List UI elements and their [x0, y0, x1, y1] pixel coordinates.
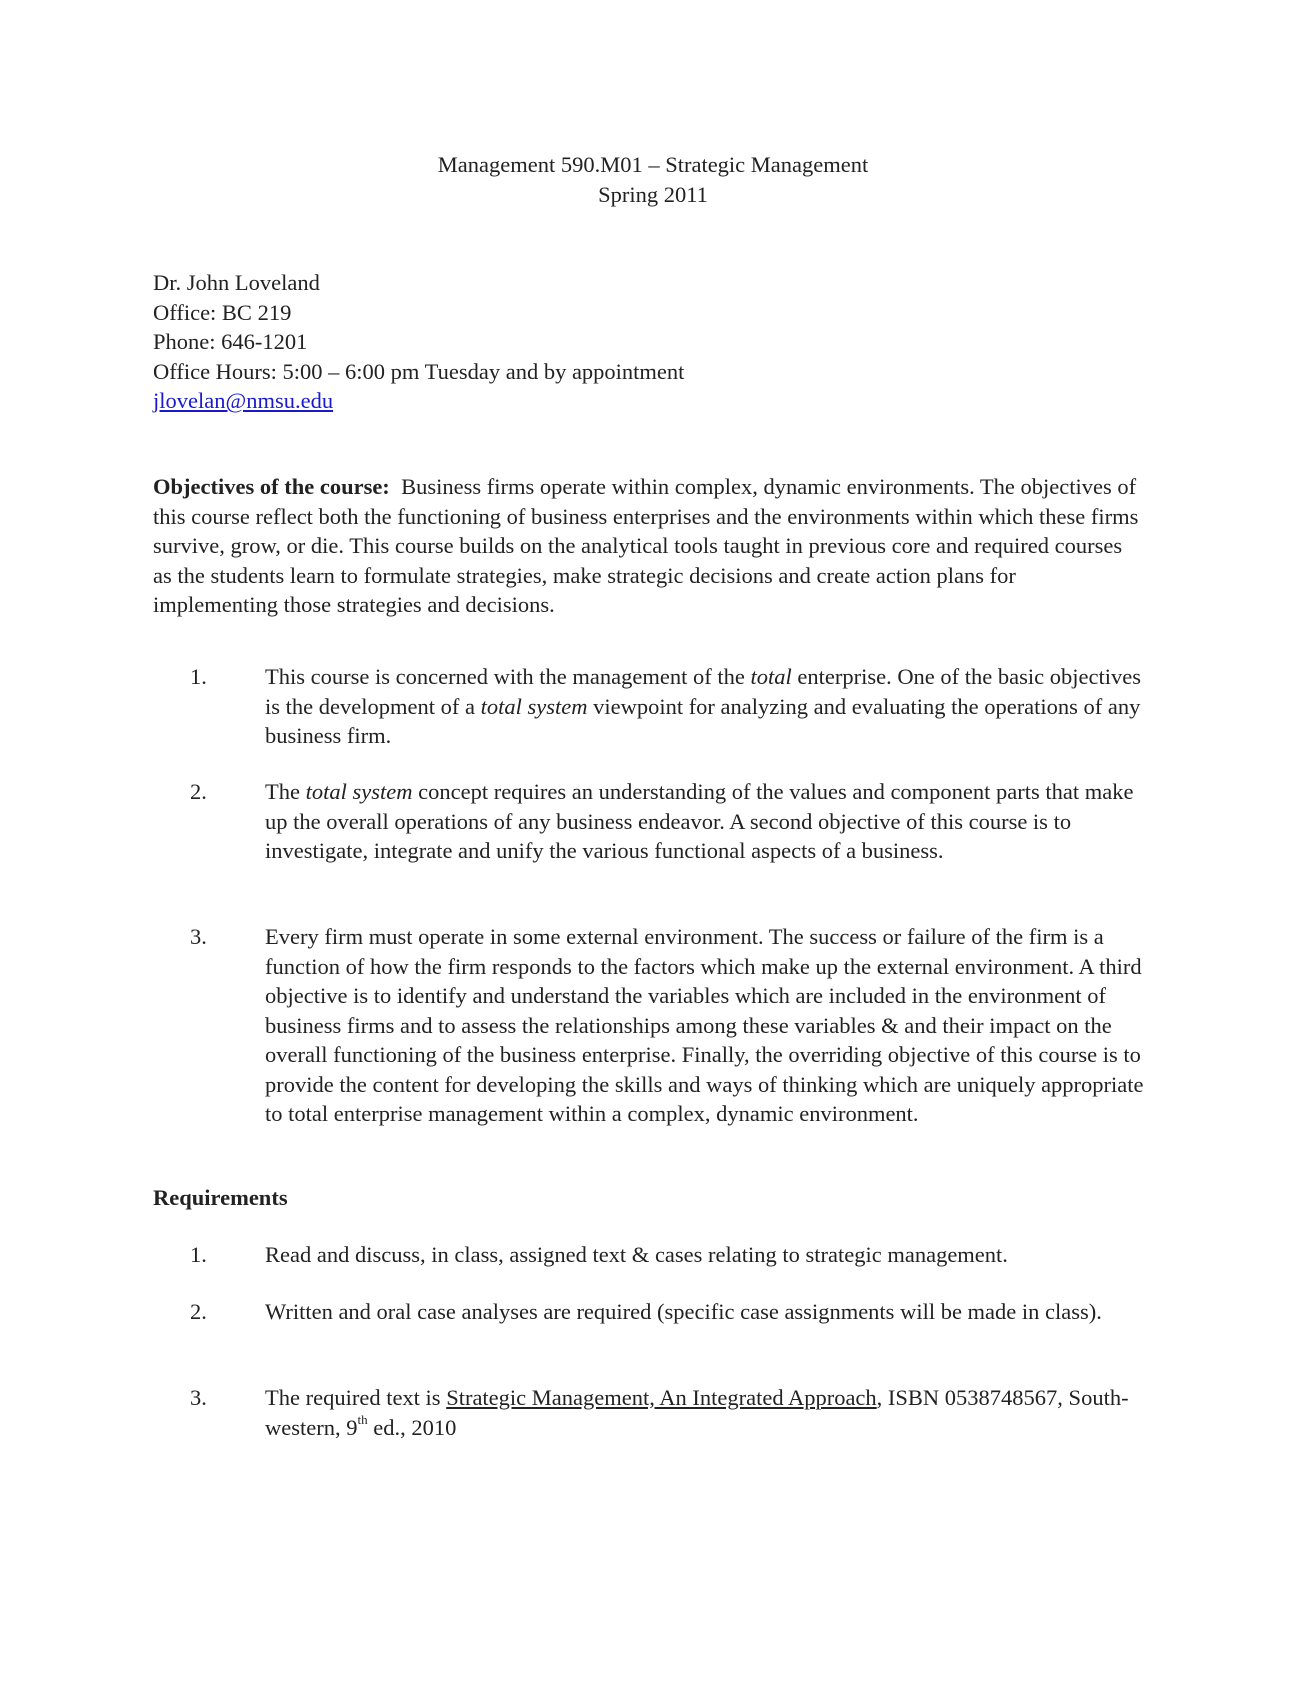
- requirement-text: Read and discuss, in class, assigned text & cases relating to strategic management.: [265, 1242, 1008, 1267]
- objective-number: 3.: [190, 924, 207, 949]
- text-segment: viewpoint for analyzing and evaluating the operations of any business firm.: [265, 693, 1141, 748]
- text-segment: This course is concerned with the management of the: [265, 664, 751, 689]
- course-title: Management 590.M01 – Strategic Management: [437, 152, 869, 177]
- instructor-info: [153, 268, 1153, 416]
- instructor-office-hours: Office Hours: 5:00 – 6:00 pm Tuesday and by appointment: [153, 358, 685, 384]
- italic-text: total system: [480, 693, 588, 719]
- instructor-office: Office: BC 219: [153, 299, 292, 325]
- course-term: Spring 2011: [598, 182, 708, 207]
- text-segment: The required text is: [265, 1385, 447, 1410]
- objectives-label: Objectives of the course:: [153, 474, 390, 499]
- italic-text: total: [750, 664, 792, 689]
- instructor-email-link[interactable]: jlovelan@nmsu.edu: [153, 388, 334, 413]
- requirement-number: 2.: [190, 1299, 207, 1324]
- italic-text: total system: [305, 779, 413, 804]
- document-title: [0, 150, 1306, 210]
- instructor-phone: Phone: 646-1201: [153, 329, 308, 354]
- text-segment: concept requires an understanding of the values and component parts that make up the overall operations of any business endeavor. A second objective of this course is to investigate, integrate and unify the various functional aspects of a business.: [265, 779, 1134, 863]
- edition-superscript: th: [357, 1412, 368, 1427]
- requirement-number: 1.: [190, 1242, 207, 1267]
- text-segment: enterprise. One of the basic objectives is the development of a: [265, 664, 1141, 719]
- requirement-number: 3.: [190, 1385, 207, 1410]
- objective-number: 1.: [190, 664, 207, 689]
- requirement-text: Written and oral case analyses are required (specific case assignments will be made in class).: [265, 1299, 1102, 1324]
- objective-text: [265, 662, 1145, 751]
- textbook-title: Strategic Management, An Integrated Approach: [446, 1385, 877, 1410]
- text-segment: ed., 2010: [367, 1414, 457, 1440]
- text-segment: The: [265, 779, 306, 804]
- objective-text: Every firm must operate in some external environment. The success or failure of the firm is a function of how the firm responds to the factors which make up the external environment. A third objective is to identify and understand the variables which are included in the environment of business firms and to assess the relationships among these variables & and their impact on the overall functioning of the business enterprise. Finally, the overriding objective of this course is to provide the content for developing the skills and ways of thinking which are uniquely appropriate to total enterprise management within a complex, dynamic environment.: [265, 924, 1144, 1126]
- requirements-heading: Requirements: [153, 1185, 288, 1210]
- objectives-paragraph: [153, 472, 1143, 620]
- objectives-intro: Business firms operate within complex, dynamic environments. The objectives of this course reflect both the functioning of business enterprises and the environments within which these firms survive, grow, or die. This course builds on the analytical tools taught in previous core and required courses as the students learn to formulate strategies, make strategic decisions and create action plans for implementing those strategies and decisions.: [153, 474, 1139, 617]
- instructor-name: Dr. John Loveland: [153, 270, 320, 295]
- requirement-text: [265, 1383, 1145, 1442]
- text-segment: , ISBN 0538748567, South-western, 9: [265, 1385, 1129, 1440]
- objective-number: 2.: [190, 779, 207, 804]
- objective-text: [265, 777, 1145, 866]
